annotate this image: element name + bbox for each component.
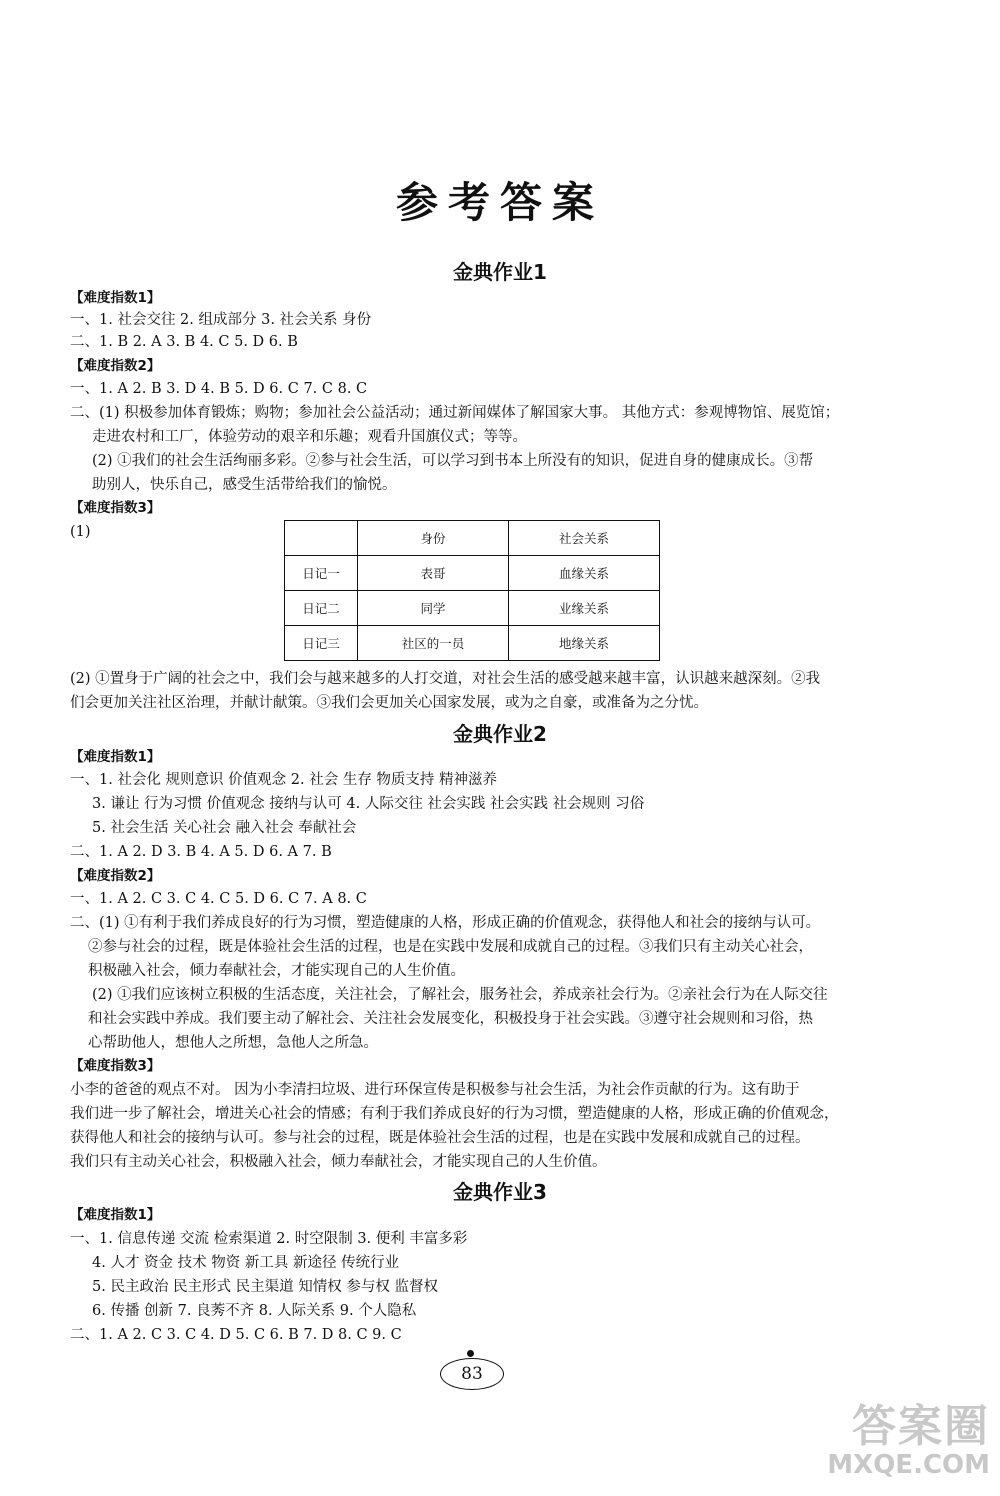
difficulty-label: 【难度指数2】 — [70, 358, 161, 374]
answer-line: 二、1. B 2. A 3. B 4. C 5. D 6. B — [70, 334, 298, 350]
answer-line: 小李的爸爸的观点不对。 因为小李清扫垃圾、进行环保宣传是积极参与社会生活，为社会作贡献的行为。这有助于 — [70, 1082, 800, 1098]
table-cell: 业缘关系 — [509, 591, 660, 626]
answer-line: 6. 传播 创新 7. 良莠不齐 8. 人际关系 9. 个人隐私 — [92, 1303, 417, 1319]
table-cell: 表哥 — [358, 556, 509, 591]
page-title: 参考答案 — [395, 178, 604, 227]
relationship-table — [284, 520, 660, 661]
answer-line: 我们进一步了解社会，增进关心社会的情感；有利于我们养成良好的行为习惯，塑造健康的人格，形成正确的价值观念， — [70, 1106, 839, 1122]
answer-line: 我们只有主动关心社会，积极融入社会，倾力奉献社会，才能实现自己的人生价值。 — [70, 1154, 607, 1170]
table-row — [285, 591, 660, 626]
difficulty-label: 【难度指数1】 — [70, 1207, 161, 1223]
answer-line: (2) ①我们应该树立积极的生活态度，关注社会，了解社会，服务社会，养成亲社会行为。②亲社会行为在人际交往 — [92, 987, 828, 1003]
answer-line: 一、1. 信息传递 交流 检索渠道 2. 时空限制 3. 便利 丰富多彩 — [70, 1231, 468, 1247]
difficulty-label: 【难度指数3】 — [70, 500, 161, 516]
answer-line: 一、1. A 2. B 3. D 4. B 5. D 6. C 7. C 8. C — [70, 381, 368, 397]
difficulty-label: 【难度指数1】 — [70, 290, 161, 306]
difficulty-label: 【难度指数3】 — [70, 1058, 161, 1074]
answer-line: 走进农村和工厂，体验劳动的艰辛和乐趣；观看升国旗仪式；等等。 — [92, 429, 527, 445]
table-row — [285, 556, 660, 591]
answer-line: 和社会实践中养成。我们要主动了解社会、关注社会发展变化，积极投身于社会实践。③遵守社会规则和习俗，热 — [88, 1011, 813, 1027]
answer-line: (1) — [70, 524, 91, 540]
table-cell: 日记二 — [285, 591, 358, 626]
table-header-row — [285, 521, 660, 556]
answer-line: (2) ①置身于广阔的社会之中，我们会与越来越多的人打交道，对社会生活的感受越来越丰富，认识越来越深刻。②我 — [70, 671, 821, 687]
page-number-dot — [467, 1350, 474, 1357]
page-number: 83 — [440, 1358, 504, 1390]
answer-line: (2) ①我们的社会生活绚丽多彩。②参与社会生活，可以学习到书本上所没有的知识，促进自身的健康成长。③帮 — [92, 453, 814, 469]
answer-line: 二、1. A 2. D 3. B 4. A 5. D 6. A 7. B — [70, 844, 332, 860]
answer-line: 心帮助他人，想他人之所想，急他人之所急。 — [88, 1035, 378, 1051]
section-title-2: 金典作业2 — [453, 722, 547, 746]
section-title-3: 金典作业3 — [453, 1180, 547, 1204]
table-cell: 社区的一员 — [358, 626, 509, 661]
table-cell: 日记一 — [285, 556, 358, 591]
table-header-cell: 社会关系 — [509, 521, 660, 556]
section-title-1: 金典作业1 — [453, 260, 547, 284]
watermark-logo: 答案圈 — [852, 1401, 990, 1452]
answer-line: 们会更加关注社区治理，并献计献策。③我们会更加关心国家发展，或为之自豪，或准备为之分忧。 — [70, 695, 708, 711]
answer-line: ②参与社会的过程，既是体验社会生活的过程，也是在实践中发展和成就自己的过程。③我们只有主动关心社会， — [88, 939, 813, 955]
answer-line: 二、(1) ①有利于我们养成良好的行为习惯，塑造健康的人格，形成正确的价值观念，获得他人和社会的接纳与认可。 — [70, 915, 821, 931]
answer-line: 二、(1) 积极参加体育锻炼；购物；参加社会公益活动；通过新闻媒体了解国家大事。 其他方式：参观博物馆、展览馆； — [70, 405, 840, 421]
difficulty-label: 【难度指数2】 — [70, 868, 161, 884]
answer-line: 4. 人才 资金 技术 物资 新工具 新途径 传统行业 — [92, 1255, 400, 1271]
table-cell: 血缘关系 — [509, 556, 660, 591]
answer-line: 积极融入社会，倾力奉献社会，才能实现自己的人生价值。 — [88, 963, 465, 979]
answer-line: 一、1. 社会化 规则意识 价值观念 2. 社会 生存 物质支持 精神滋养 — [70, 772, 498, 788]
watermark-url: MXQE.COM — [827, 1450, 990, 1480]
answer-line: 助别人，快乐自己，感受生活带给我们的愉悦。 — [92, 477, 397, 493]
difficulty-label: 【难度指数1】 — [70, 749, 161, 765]
table-header-cell: 身份 — [358, 521, 509, 556]
answer-line: 一、1. 社会交往 2. 组成部分 3. 社会关系 身份 — [70, 312, 372, 328]
table-cell: 日记三 — [285, 626, 358, 661]
table-row — [285, 626, 660, 661]
answer-line: 二、1. A 2. C 3. C 4. D 5. C 6. B 7. D 8. C 9. C — [70, 1327, 402, 1343]
answer-line: 一、1. A 2. C 3. C 4. C 5. D 6. C 7. A 8. C — [70, 891, 367, 907]
answer-line: 5. 民主政治 民主形式 民主渠道 知情权 参与权 监督权 — [92, 1279, 438, 1295]
table-cell: 同学 — [358, 591, 509, 626]
table-cell — [285, 521, 358, 556]
answer-line: 3. 谦让 行为习惯 价值观念 接纳与认可 4. 人际交往 社会实践 社会实践 社会规则 习俗 — [92, 796, 645, 812]
answer-line: 获得他人和社会的接纳与认可。参与社会的过程，既是体验社会生活的过程，也是在实践中发展和成就自己的过程。 — [70, 1130, 810, 1146]
table-cell: 地缘关系 — [509, 626, 660, 661]
answer-line: 5. 社会生活 关心社会 融入社会 奉献社会 — [92, 820, 357, 836]
